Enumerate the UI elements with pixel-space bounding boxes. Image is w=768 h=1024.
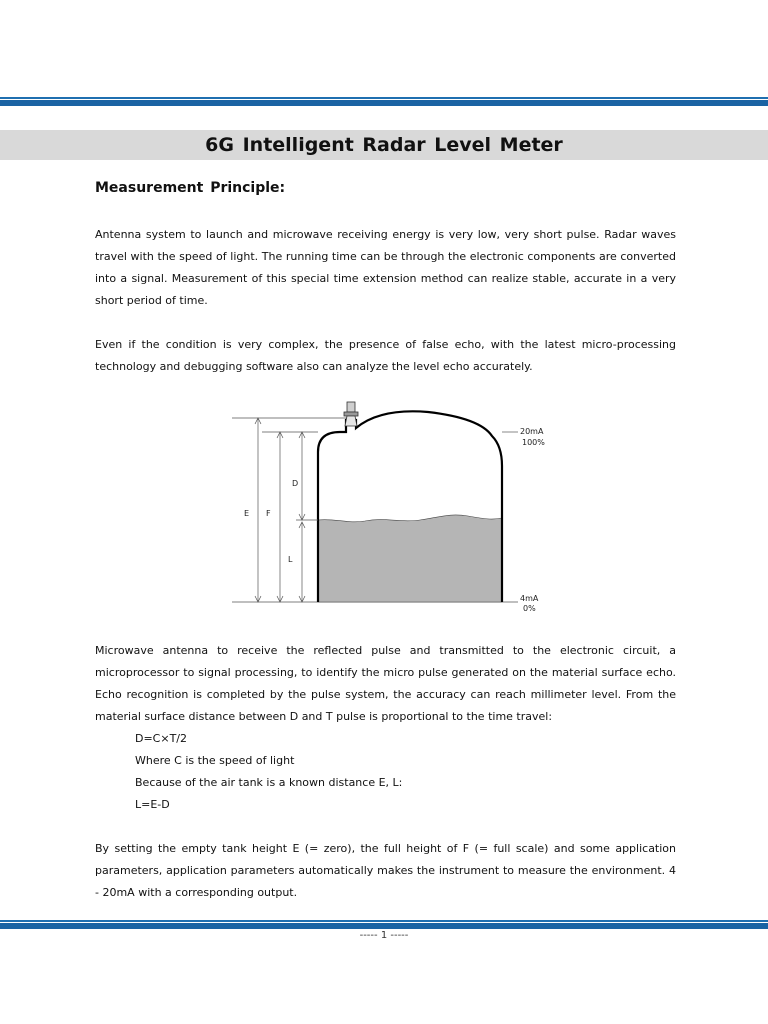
label-e: E — [244, 509, 250, 518]
label-d: D — [292, 479, 299, 488]
antenna-horn — [345, 416, 357, 426]
paragraph-antenna: Antenna system to launch and microwave receiving energy is very low, very short pulse. Radar waves travel with the speed of light. The running time can be through the electronic components are converted into a signal. Measurement of this special time extension method can realize stable, accurate in a very short period of time. — [95, 228, 676, 307]
page-title: 6G Intelligent Radar Level Meter — [205, 134, 563, 156]
title-band — [0, 130, 768, 160]
antenna-flange — [344, 412, 358, 416]
label-4ma: 4mA — [520, 594, 539, 603]
footer-rule — [0, 920, 768, 929]
paragraph-false-echo: Even if the condition is very complex, the presence of false echo, with the latest micro-processing technology and debugging software also can analyze the level echo accurately. — [95, 338, 676, 373]
section-heading: Measurement Principle: — [95, 180, 286, 196]
label-f: F — [266, 509, 271, 518]
paragraph-microwave-antenna: Microwave antenna to receive the reflected pulse and transmitted to the electronic circuit, a microprocessor to signal processing, to identify the micro pulse generated on the material surface echo. Echo recognition is completed by the pulse system, the accuracy can reach millimeter level. From the material surface distance between D and T pulse is proportional to the time travel: — [95, 644, 676, 723]
label-l: L — [288, 555, 293, 564]
formula-level: L=E-D — [135, 798, 170, 811]
label-100-percent: 100% — [522, 438, 545, 447]
liquid-fill — [318, 515, 502, 602]
formula-distance: D=C×T/2 — [135, 732, 188, 745]
radar-tank-diagram — [230, 396, 550, 614]
formula-known-distance: Because of the air tank is a known distance E, L: — [135, 776, 403, 789]
header-rule — [0, 97, 768, 106]
antenna-body — [347, 402, 355, 412]
label-0-percent: 0% — [523, 604, 536, 613]
paragraph-settings: By setting the empty tank height E (= zero), the full height of F (= full scale) and some application parameters, application parameters automatically makes the instrument to measure the environment. 4 - 20mA with a corresponding output. — [95, 842, 676, 899]
page-number: ----- 1 ----- — [359, 930, 409, 941]
label-20ma: 20mA — [520, 427, 544, 436]
formula-speed-note: Where C is the speed of light — [135, 754, 295, 767]
